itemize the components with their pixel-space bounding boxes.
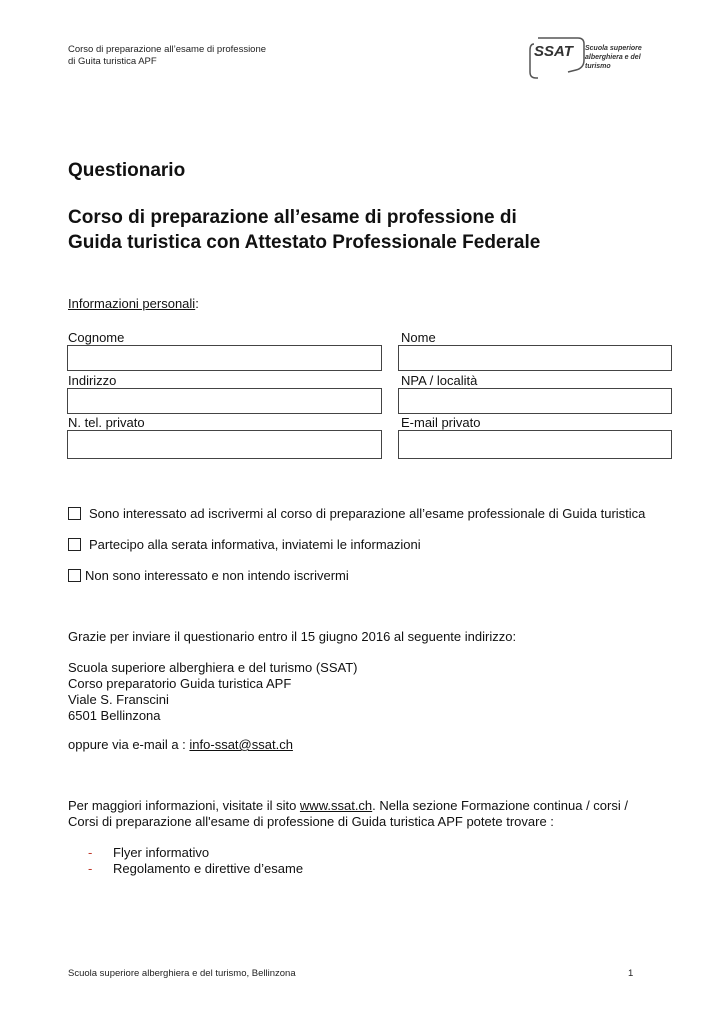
list-dash: - (88, 861, 93, 876)
more-info-line-1 (68, 798, 628, 814)
logo-text-line-1: Scuola superiore (585, 45, 642, 52)
tel-label: N. tel. privato (68, 415, 145, 430)
indirizzo-field[interactable] (67, 388, 382, 414)
personal-info-colon: : (195, 296, 199, 311)
email-field[interactable] (398, 430, 672, 459)
deadline-text: Grazie per inviare il questionario entro il 15 giugno 2016 al seguente indirizzo: (68, 629, 517, 644)
page-number: 1 (628, 968, 634, 979)
address-line-4: 6501 Bellinzona (68, 708, 161, 723)
subtitle-line-2: Guida turistica con Attestato Professionale Federale (68, 232, 541, 253)
option-not-interested[interactable] (68, 568, 349, 583)
postal-address (68, 660, 358, 724)
document-header (68, 44, 266, 68)
header-line-1: Corso di preparazione all’esame di professione (68, 44, 267, 55)
more-info-text (68, 798, 628, 830)
personal-info-heading (68, 296, 199, 311)
checkbox-not-interested[interactable] (68, 569, 81, 582)
website-link[interactable]: www.ssat.ch (299, 798, 373, 813)
cognome-label: Cognome (68, 330, 125, 345)
email-contact (68, 737, 293, 753)
subtitle-line-1: Corso di preparazione all’esame di professione di (68, 207, 517, 228)
email-link[interactable]: info-ssat@ssat.ch (189, 737, 293, 752)
logo-mark-text: SSAT (534, 43, 573, 60)
list-item-label: Regolamento e direttive d’esame (113, 861, 304, 876)
more-info-suffix: . Nella sezione Formazione continua / corsi / (372, 798, 628, 813)
footer-text: Scuola superiore alberghiera e del turismo, Bellinzona (68, 968, 296, 979)
page-title: Questionario (68, 160, 186, 181)
cognome-field[interactable] (67, 345, 382, 371)
npa-field[interactable] (398, 388, 672, 414)
address-line-1: Scuola superiore alberghiera e del turismo (SSAT) (68, 660, 358, 675)
checkbox-info-evening[interactable] (68, 538, 81, 551)
indirizzo-label: Indirizzo (68, 373, 117, 388)
address-line-3: Viale S. Franscini (68, 692, 169, 707)
logo-text (585, 44, 668, 71)
personal-info-label: Informazioni personali (68, 296, 196, 311)
checkbox-enroll[interactable] (68, 507, 81, 520)
nome-field[interactable] (398, 345, 672, 371)
logo-text-line-2: alberghiera e del turismo (585, 54, 641, 70)
option-enroll[interactable] (68, 506, 645, 521)
option-info-evening-label: Partecipo alla serata informativa, inviatemi le informazioni (89, 537, 421, 552)
option-enroll-label: Sono interessato ad iscrivermi al corso di preparazione all’esame professionale di Guida turistica (89, 506, 646, 521)
page-subtitle (68, 205, 540, 255)
ssat-logo (528, 34, 668, 82)
list-item (88, 845, 303, 861)
documents-list (88, 845, 303, 877)
tel-field[interactable] (67, 430, 382, 459)
option-not-interested-label: Non sono interessato e non intendo iscrivermi (85, 568, 349, 583)
list-item-label: Flyer informativo (113, 845, 210, 860)
address-line-2: Corso preparatorio Guida turistica APF (68, 676, 292, 691)
email-prefix: oppure via e-mail a : (68, 737, 190, 752)
option-info-evening[interactable] (68, 537, 421, 552)
list-item (88, 861, 303, 877)
email-label: E-mail privato (401, 415, 481, 430)
more-info-prefix: Per maggiori informazioni, visitate il sito (68, 798, 300, 813)
npa-label: NPA / località (401, 373, 478, 388)
more-info-line-2: Corsi di preparazione all'esame di professione di Guida turistica APF potete trovare : (68, 814, 554, 829)
header-line-2: di Guita turistica APF (68, 56, 157, 67)
nome-label: Nome (401, 330, 436, 345)
list-dash: - (88, 845, 93, 860)
